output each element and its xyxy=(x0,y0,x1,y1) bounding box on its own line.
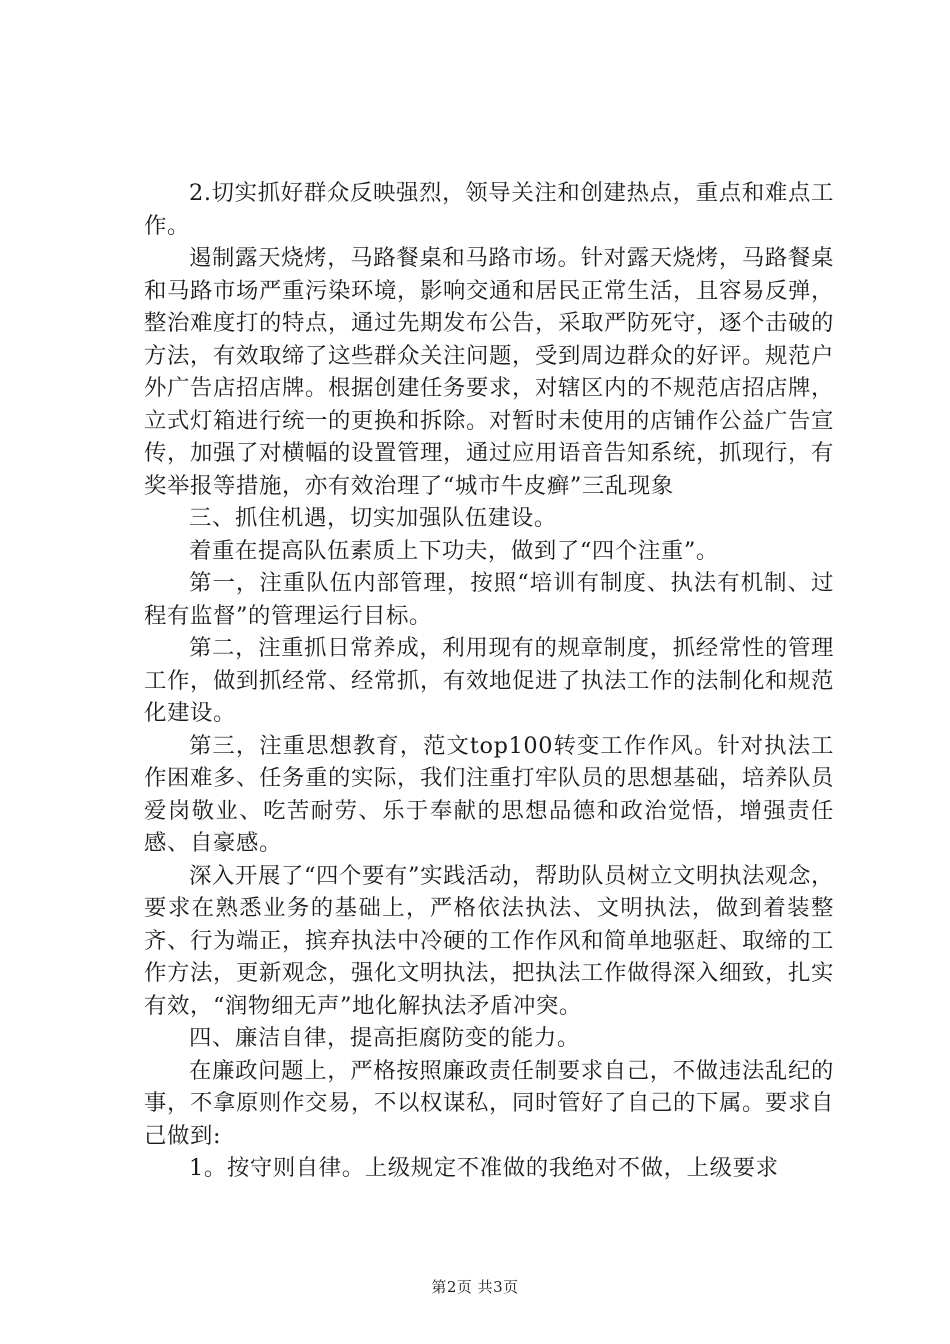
section-heading: 四、廉洁自律，提高拒腐防变的能力。 xyxy=(189,1025,580,1051)
paragraph: 1。按守则自律。上级规定不准做的我绝对不做，上级要求 xyxy=(189,1155,779,1181)
section-heading: 三、抓住机遇，切实加强队伍建设。 xyxy=(189,505,557,531)
paragraph: 深入开展了“四个要有”实践活动，帮助队员树立文明执法观念，要求在熟悉业务的基础上，严格依法执法、文明执法，做到着装整齐、行为端正，摈弃执法中冷硬的工作作风和简单地驱赶、取缔的工作方法，更新观念，强化文明执法，把执法工作做得深入细致，扎实有效，“润物细无声”地化解执法矛盾冲突。 xyxy=(144,862,834,1019)
paragraph: 着重在提高队伍素质上下功夫，做到了“四个注重”。 xyxy=(189,537,719,564)
paragraph: 遏制露天烧烤，马路餐桌和马路市场。针对露天烧烤，马路餐桌和马路市场严重污染环境，影响交通和居民正常生活，且容易反弹，整治难度打的特点，通过先期发布公告，采取严防死守，逐个击破的方法，有效取缔了这些群众关注问题，受到周边群众的好评。规范户外广告店招店牌。根据创建任务要求，对辖区内的不规范店招店牌，立式灯箱进行统一的更换和拆除。对暂时未使用的店铺作公益广告宣传，加强了对横幅的设置管理，通过应用语音告知系统，抓现行，有奖举报等措施，亦有效治理了“城市牛皮癣”三乱现象 xyxy=(144,245,834,499)
paragraph: 第三，注重思想教育，范文top100转变工作作风。针对执法工作困难多、任务重的实际，我们注重打牢队员的思想基础，培养队员爱岗敬业、吃苦耐劳、乐于奉献的思想品德和政治觉悟，增强责任感、自豪感。 xyxy=(144,732,834,856)
paragraph: 第二，注重抓日常养成，利用现有的规章制度，抓经常性的管理工作，做到抓经常、经常抓，有效地促进了执法工作的法制化和规范化建设。 xyxy=(144,635,834,726)
page-number-footer: 第2页 共3页 xyxy=(431,1278,519,1296)
paragraph: 2.切实抓好群众反映强烈，领导关注和创建热点，重点和难点工作。 xyxy=(144,180,834,239)
document-body xyxy=(144,177,834,1185)
paragraph: 第一，注重队伍内部管理，按照“培训有制度、执法有机制、过程有监督”的管理运行目标。 xyxy=(144,570,834,629)
paragraph: 在廉政问题上，严格按照廉政责任制要求自己，不做违法乱纪的事，不拿原则作交易，不以权谋私，同时管好了自己的下属。要求自己做到: xyxy=(144,1057,834,1149)
